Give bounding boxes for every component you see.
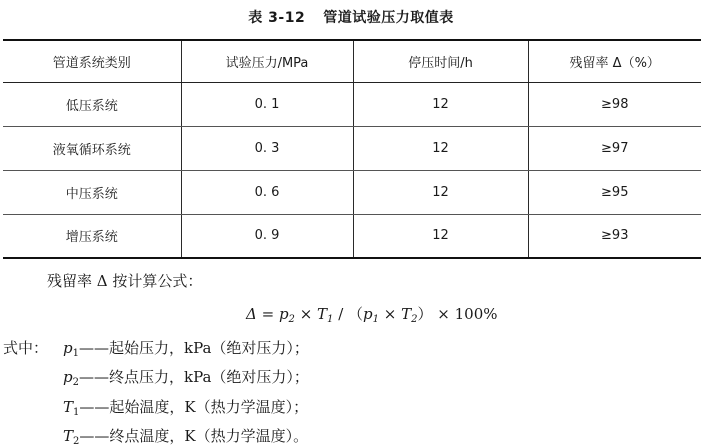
definition-subscript: 1 [72,348,79,359]
table-title-text: 管道试验压力取值表 [323,10,454,26]
formula-t1-subscript: 1 [327,314,334,325]
table-row [3,126,701,170]
definition-item [63,396,308,417]
table-row [3,82,701,126]
table-caption [0,7,702,27]
definition-item [63,366,309,387]
cell-test-pressure: 0. 3 [181,126,353,170]
where-label: 式中： [3,339,49,357]
formula-p2-subscript: 2 [288,314,295,325]
column-header-category: 管道系统类别 [3,40,181,82]
column-header-hold-time: 停压时间/h [353,40,528,82]
cell-hold-time: 12 [353,126,528,170]
definition-description: ——终点压力，kPa（绝对压力）； [78,368,309,386]
definition-symbol: T [63,398,74,416]
formula-t1: T [317,305,328,323]
formula-p1-subscript: 1 [372,314,379,325]
definition-description: ——起始压力，kPa（绝对压力）； [78,339,309,357]
table-number: 表 3-12 [248,10,306,26]
definition-description: ——终点温度，K（热力学温度）。 [79,427,309,445]
table-row [3,170,701,214]
formula-divide: / （ [333,305,364,323]
formula-p1: p [363,305,373,323]
definition-subscript: 2 [72,377,79,388]
formula-times-1: × [294,305,318,323]
definition-symbol: T [63,427,74,445]
cell-hold-time: 12 [353,82,528,126]
definition-subscript: 2 [73,436,80,447]
cell-test-pressure: 0. 6 [181,170,353,214]
cell-residual-rate: ≥97 [528,126,701,170]
table-header-row [3,40,701,82]
formula-t2: T [401,305,412,323]
formula-p2: p [278,305,289,323]
formula-intro-text: 残留率 Δ 按计算公式： [47,272,203,290]
table-row [3,214,701,258]
cell-category: 增压系统 [3,214,181,258]
definition-symbol: p [63,339,73,357]
cell-test-pressure: 0. 9 [181,214,353,258]
cell-residual-rate: ≥93 [528,214,701,258]
definition-subscript: 1 [73,407,80,418]
cell-hold-time: 12 [353,214,528,258]
column-header-residual-rate: 残留率 Δ（%） [528,40,701,82]
formula-lhs: Δ = [246,305,279,323]
formula-tail: ） × 100% [417,305,498,323]
cell-residual-rate: ≥95 [528,170,701,214]
formula-t2-subscript: 2 [411,314,418,325]
residual-rate-formula [246,303,498,324]
pressure-test-table [3,39,701,259]
cell-residual-rate: ≥98 [528,82,701,126]
cell-category: 中压系统 [3,170,181,214]
cell-hold-time: 12 [353,170,528,214]
cell-test-pressure: 0. 1 [181,82,353,126]
column-header-test-pressure: 试验压力/MPa [181,40,353,82]
definition-description: ——起始温度，K（热力学温度）； [79,398,309,416]
cell-category: 液氧循环系统 [3,126,181,170]
definition-item [63,337,309,358]
definition-item [63,425,308,446]
cell-category: 低压系统 [3,82,181,126]
definition-symbol: p [63,368,73,386]
formula-times-2: × [379,305,402,323]
